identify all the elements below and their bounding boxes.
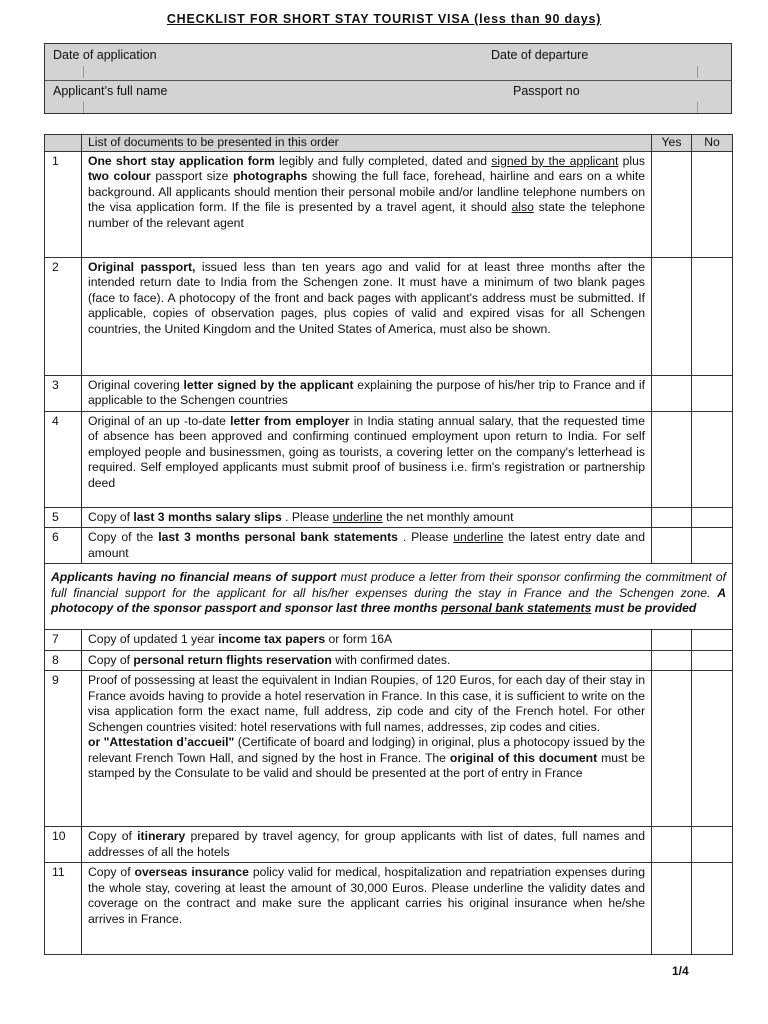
text-segment: Copy of	[88, 865, 135, 879]
text-segment: last 3 months personal bank statements	[158, 530, 398, 544]
text-segment: Copy of	[88, 829, 138, 843]
text-segment: . Please	[397, 530, 454, 544]
checklist-row-9	[45, 671, 733, 827]
checklist-row-11	[45, 863, 733, 955]
checklist-row-3	[45, 375, 733, 411]
row-description	[82, 630, 652, 651]
no-checkbox-cell[interactable]	[692, 257, 733, 375]
field-tick	[697, 66, 698, 78]
text-segment: prepared by travel agency, for group applicants with list of dates, full names and addresses of all the hotels	[88, 829, 645, 859]
yes-checkbox-cell[interactable]	[652, 507, 692, 528]
text-segment: Applicants having no financial means of support	[51, 570, 337, 584]
text-segment: two colour	[88, 169, 151, 183]
row-description	[82, 671, 652, 827]
row-description	[82, 528, 652, 564]
text-segment: state the telephone number of the relevant agent	[88, 200, 645, 230]
yes-checkbox-cell[interactable]	[652, 151, 692, 257]
text-segment: personal bank statements	[441, 601, 592, 615]
table-header-row	[45, 135, 733, 152]
text-segment: must produce a letter from their sponsor confirming the commitment of full financial support for the applicant for all his/her expenses during the stay in France and the Schengen zone.	[51, 570, 726, 600]
no-checkbox-cell[interactable]	[692, 375, 733, 411]
checklist-row-5	[45, 507, 733, 528]
text-segment: letter signed by the applicant	[183, 377, 354, 392]
header-yes-cell: Yes	[652, 135, 692, 152]
text-segment: Original covering	[88, 377, 184, 392]
text-segment: Copy of the	[88, 530, 159, 544]
text-segment: underline	[453, 530, 504, 544]
row-description	[82, 411, 652, 507]
text-segment: photographs	[232, 169, 308, 183]
text-segment: passport size	[150, 169, 233, 183]
text-segment: with confirmed dates.	[331, 652, 451, 667]
text-segment: explaining the purpose of his/her trip to France and if applicable to the Schengen countries	[88, 377, 645, 407]
text-segment: itinerary	[137, 829, 186, 843]
no-checkbox-cell[interactable]	[692, 650, 733, 671]
row-description	[82, 863, 652, 955]
yes-checkbox-cell[interactable]	[652, 863, 692, 955]
text-segment: or form 16A	[325, 632, 393, 646]
text-segment: policy valid for medical, hospitalization and repatriation expenses during the whole stay, covering at least the amount of 30,000 Euros. Please underline the validity dates and coverage on the contract and make sure the applicant carries his original insurance when he/she arrives in France.	[88, 865, 645, 926]
checklist-row-2	[45, 257, 733, 375]
yes-checkbox-cell[interactable]	[652, 827, 692, 863]
no-checkbox-cell[interactable]	[692, 827, 733, 863]
text-segment: A photocopy of the sponsor passport and sponsor last three months	[51, 585, 726, 615]
text-segment: also	[511, 200, 534, 214]
no-checkbox-cell[interactable]	[692, 863, 733, 955]
checklist-row-8	[45, 650, 733, 671]
text-segment: Copy of	[88, 652, 134, 667]
text-segment: Original of an up -to-date	[88, 413, 231, 428]
text-segment: underline	[332, 509, 383, 524]
text-segment: (Certificate of board and lodging) in original, plus a photocopy issued by the relevant French Town Hall, and signed by the host in France. The	[88, 735, 645, 765]
header-no-cell: No	[692, 135, 733, 152]
text-segment: must be stamped by the Consulate to be valid and should be presented at the port of entry in France	[88, 750, 645, 780]
header-list-cell: List of documents to be presented in this order	[82, 135, 652, 152]
text-segment: . Please	[281, 509, 333, 524]
text-segment: legibly and fully completed, dated and	[274, 153, 492, 168]
field-tick	[83, 66, 84, 78]
text-segment: plus	[618, 153, 645, 168]
yes-checkbox-cell[interactable]	[652, 630, 692, 651]
applicant-full-name-label: Applicant’s full name	[53, 84, 168, 98]
yes-checkbox-cell[interactable]	[652, 528, 692, 564]
sponsor-note-row	[45, 564, 733, 630]
row-number: 3	[45, 375, 82, 411]
text-segment: in India stating annual salary, that the requested time of absence has been approved and confirming continued employment upon return to India. For self employed people and businessmen, going as tourists, a covering letter on the company's letterhead is required. Self employed applicants must submit proof of business i.e. firm's registration or partnership deed	[88, 413, 645, 490]
text-segment: income tax papers	[218, 632, 326, 646]
header-divider	[45, 80, 731, 81]
checklist-row-10	[45, 827, 733, 863]
checklist-row-7	[45, 630, 733, 651]
text-segment: must be provided	[591, 601, 697, 615]
no-checkbox-cell[interactable]	[692, 411, 733, 507]
date-of-application-label: Date of application	[53, 48, 157, 62]
row-description	[82, 151, 652, 257]
row-number: 9	[45, 671, 82, 827]
yes-checkbox-cell[interactable]	[652, 650, 692, 671]
header-num-cell	[45, 135, 82, 152]
row-description	[82, 375, 652, 411]
checklist-row-4	[45, 411, 733, 507]
row-number: 8	[45, 650, 82, 671]
text-segment: Copy of updated 1 year	[88, 632, 219, 646]
field-tick	[697, 102, 698, 113]
text-segment: or "Attestation d’accueil"	[88, 735, 235, 749]
yes-checkbox-cell[interactable]	[652, 257, 692, 375]
text-segment: Proof of possessing at least the equivalent in Indian Roupies, of 120 Euros, for each day of their stay in France avoids having to provide a hotel reservation in France. In this case, it is sufficient to write on the visa application form the exact name, full address, zip code and city of the French hotel. For other Schengen countries visited: hotel reservations with full names, addresses, zip codes and cities.	[88, 673, 645, 734]
text-segment: showing the full face, forehead, hairline and ears on a white background. All applicants should mention their personal mobile and/or landline telephone numbers on the visa application form. If the file is presented by a travel agent, it should	[88, 169, 645, 214]
row-number: 5	[45, 507, 82, 528]
text-segment: original of this document	[449, 750, 598, 765]
text-segment: the net monthly amount	[382, 509, 514, 524]
text-segment: issued less than ten years ago and valid for at least three months after the intended return date to India from the Schengen zone. It must have a minimum of two blank pages (face to face). A photocopy of the front and back pages with applicant's address must be submitted. If applicable, copies of observation pages, plus copies of valid and expired visas for all Schengen countries, the United Kingdom and the United States of America, must also be shown.	[88, 259, 645, 336]
row-description	[82, 650, 652, 671]
text-segment: signed by the applicant	[491, 153, 619, 168]
row-number: 1	[45, 151, 82, 257]
text-segment: Original passport,	[88, 259, 196, 274]
sponsor-note	[45, 564, 733, 630]
row-description	[82, 827, 652, 863]
checklist-row-1	[45, 151, 733, 257]
text-segment: Copy of	[88, 509, 134, 524]
yes-checkbox-cell[interactable]	[652, 375, 692, 411]
text-segment: personal return flights reservation	[133, 652, 332, 667]
text-segment: the latest entry date and amount	[88, 530, 645, 560]
row-number: 4	[45, 411, 82, 507]
text-segment: overseas insurance	[134, 865, 249, 879]
row-number: 2	[45, 257, 82, 375]
applicant-info-box	[44, 43, 732, 114]
field-tick	[83, 102, 84, 113]
no-checkbox-cell[interactable]	[692, 507, 733, 528]
page-number: 1/4	[672, 964, 689, 978]
documents-checklist-table	[44, 134, 733, 955]
yes-checkbox-cell[interactable]	[652, 671, 692, 827]
text-segment: One short stay application form	[88, 153, 275, 168]
no-checkbox-cell[interactable]	[692, 528, 733, 564]
text-segment: last 3 months salary slips	[133, 509, 282, 524]
row-number: 11	[45, 863, 82, 955]
row-number: 6	[45, 528, 82, 564]
no-checkbox-cell[interactable]	[692, 151, 733, 257]
row-description	[82, 257, 652, 375]
yes-checkbox-cell[interactable]	[652, 411, 692, 507]
row-number: 7	[45, 630, 82, 651]
no-checkbox-cell[interactable]	[692, 671, 733, 827]
row-number: 10	[45, 827, 82, 863]
date-of-departure-label: Date of departure	[491, 48, 589, 62]
row-description	[82, 507, 652, 528]
passport-no-label: Passport no	[513, 84, 580, 98]
no-checkbox-cell[interactable]	[692, 630, 733, 651]
text-segment: letter from employer	[230, 413, 350, 428]
checklist-row-6	[45, 528, 733, 564]
page-title: CHECKLIST FOR SHORT STAY TOURIST VISA (less than 90 days)	[166, 12, 602, 26]
